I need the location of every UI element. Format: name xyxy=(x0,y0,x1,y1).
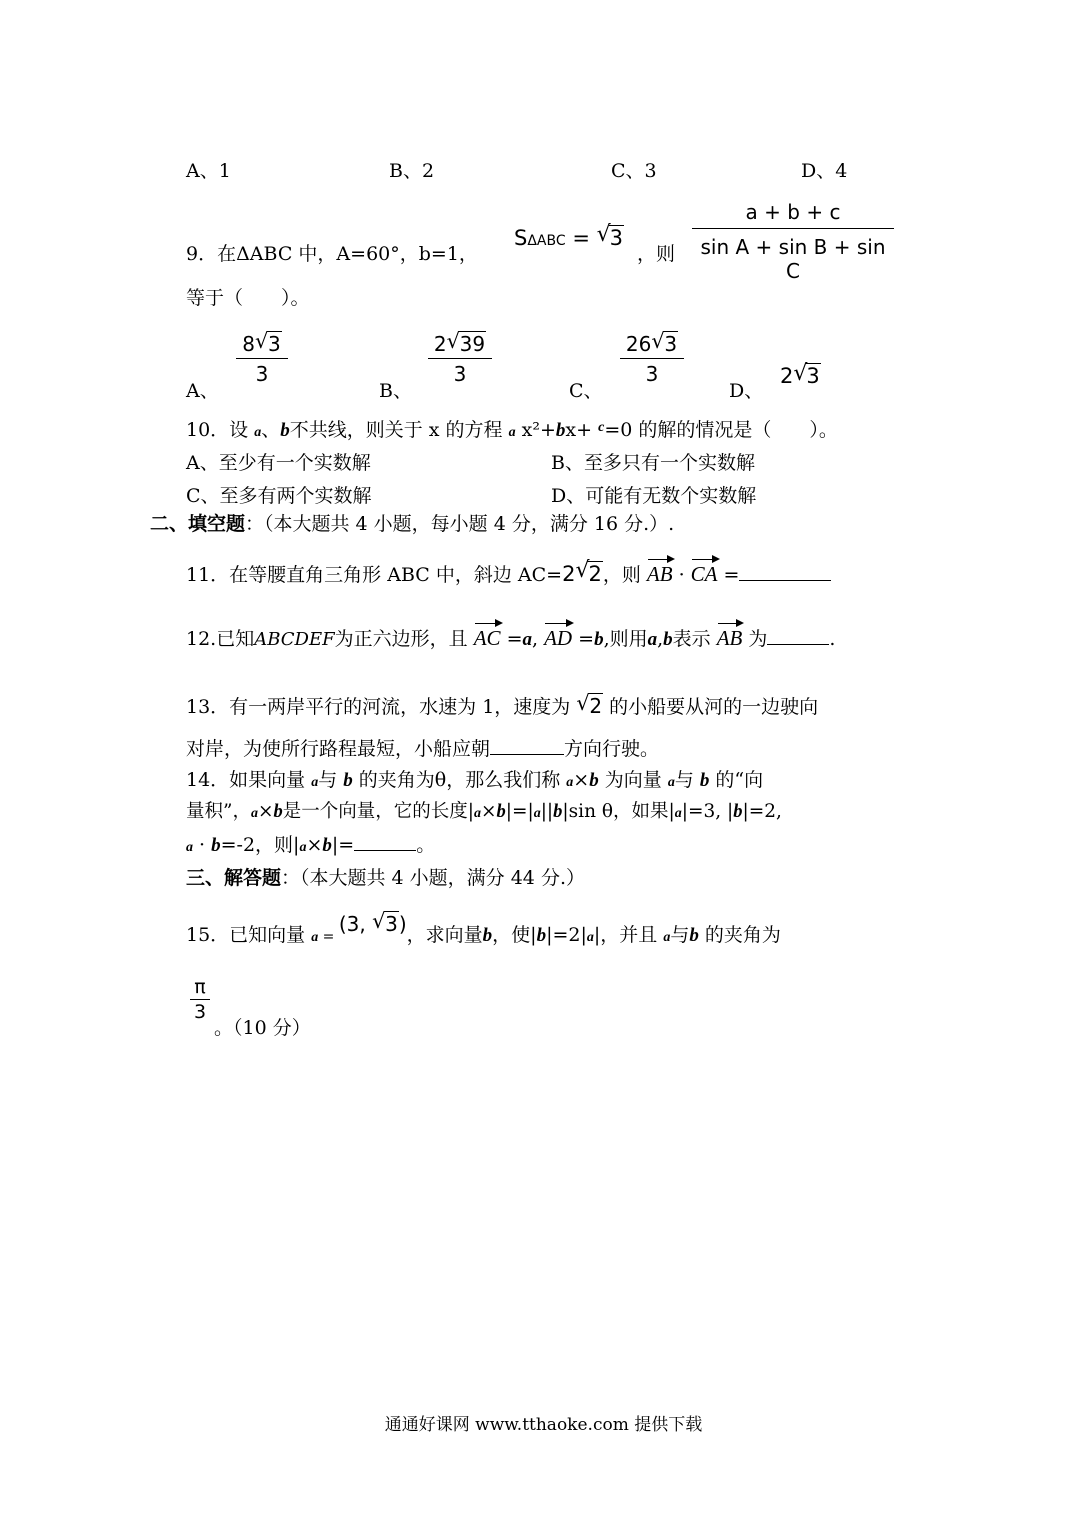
vector-a: a xyxy=(254,425,262,440)
q9-option-b-frac: $\frac{2√ 39}{3}$ xyxy=(428,332,492,386)
page-footer: 通通好课网 www.tthaoke.com 提供下载 xyxy=(384,1415,703,1435)
section-3-heading: 三、解答题：（本大题共 4 小题，满分 44 分.） xyxy=(186,867,585,889)
q9-option-c-label: C、 xyxy=(569,380,603,402)
q9-area-expr xyxy=(514,226,624,253)
q10-stem: 10．设 a、b不共线，则关于 x 的方程 a x²+bx+ $^c$=0 的解的情况是（ ）。 xyxy=(186,419,838,441)
vector-ca: CA xyxy=(690,562,718,586)
q14-line1: 14．如果向量 a与 b 的夹角为θ，那么我们称 a×b 为向量 a与 b 的“向 xyxy=(186,769,764,791)
q9-s-sqrt: √ 3 xyxy=(597,226,624,250)
q9-option-d-label: D、 xyxy=(729,380,764,402)
q14-line2: 量积”，a×b是一个向量，它的长度|a×b|=|a||b|sin θ，如果|a|=3, |b|=2, xyxy=(186,801,782,822)
q9-prefix: 9．在ΔABC 中，A=60°，b=1， xyxy=(186,243,478,265)
q9-frac-den: sin A + sin B + sin C xyxy=(700,235,886,283)
vector-ab: AB xyxy=(716,626,743,650)
q8-option-c: C、3 xyxy=(611,160,657,182)
vector-ac: AC xyxy=(473,626,501,650)
q13-line1: 13．有一两岸平行的河流，水速为 1，速度为 √ 2 的小船要从河的一边驶向 xyxy=(186,694,818,719)
q9-option-b-label: B、 xyxy=(379,380,412,402)
q10-option-a: A、至少有一个实数解 xyxy=(186,452,371,474)
q9-mid: ，则 xyxy=(637,243,676,265)
q10-option-d: D、可能有无数个实数解 xyxy=(551,485,757,507)
vector-a: a xyxy=(508,425,516,440)
q9-fraction xyxy=(692,200,894,283)
q9-option-c-frac: $\frac{26√ 3}{3}$ xyxy=(620,332,684,386)
vector-b: b xyxy=(280,420,290,441)
hexagon-name: ABCDEF xyxy=(254,629,335,650)
q9-option-a-frac: $\frac{8√ 3}{3}$ xyxy=(236,332,288,386)
answer-blank[interactable] xyxy=(354,832,416,851)
vector-c: c xyxy=(598,420,605,435)
q9-s-sub: ΔABC xyxy=(527,233,566,249)
q9-stem xyxy=(186,242,478,266)
q8-option-d: D、4 xyxy=(801,160,848,182)
q9-frac-num: a + b + c xyxy=(692,200,894,229)
q9-s-eq: = xyxy=(565,226,597,250)
q13-line2: 对岸，为使所行路程最短，小船应朝 方向行驶。 xyxy=(186,738,660,760)
q11: 11．在等腰直角三角形 ABC 中，斜边 AC=2√ 2，则 AB · CA = xyxy=(186,562,831,587)
section-2-heading: 二、填空题：（本大题共 4 小题，每小题 4 分，满分 16 分.）. xyxy=(150,513,675,535)
answer-blank[interactable] xyxy=(739,562,831,581)
q9-option-d-value: 2√ 3 xyxy=(780,364,821,388)
q10-option-c: C、至多有两个实数解 xyxy=(186,485,372,507)
q14-line3: a · b=-2，则|a×b|= 。 xyxy=(186,834,436,856)
vector-ad: AD xyxy=(544,626,573,650)
answer-blank[interactable] xyxy=(767,626,829,645)
q15-tail: 。（10 分） xyxy=(214,1017,311,1039)
answer-blank[interactable] xyxy=(490,736,564,755)
vector-ab: AB xyxy=(646,562,673,586)
q10-option-b: B、至多只有一个实数解 xyxy=(551,452,755,474)
vector-b: b xyxy=(555,420,566,441)
q8-option-b: B、2 xyxy=(389,160,435,182)
q9-s-label: S xyxy=(514,226,528,250)
q12: 12.已知ABCDEF为正六边形，且 AC =a, AD =b,则用a,b表示 AB 为 . xyxy=(186,626,836,650)
q15-line1: 15．已知向量 a = (3, √ 3)，求向量b，使|b|=2|a|，并且 a与b 的夹角为 xyxy=(186,922,781,950)
q15-pi-fraction: $\frac{\pi}{3}$ xyxy=(190,976,210,1023)
q8-option-a: A、1 xyxy=(186,160,231,182)
q9-tail: 等于（ ）。 xyxy=(186,287,310,309)
q9-option-a-label: A、 xyxy=(186,380,219,402)
